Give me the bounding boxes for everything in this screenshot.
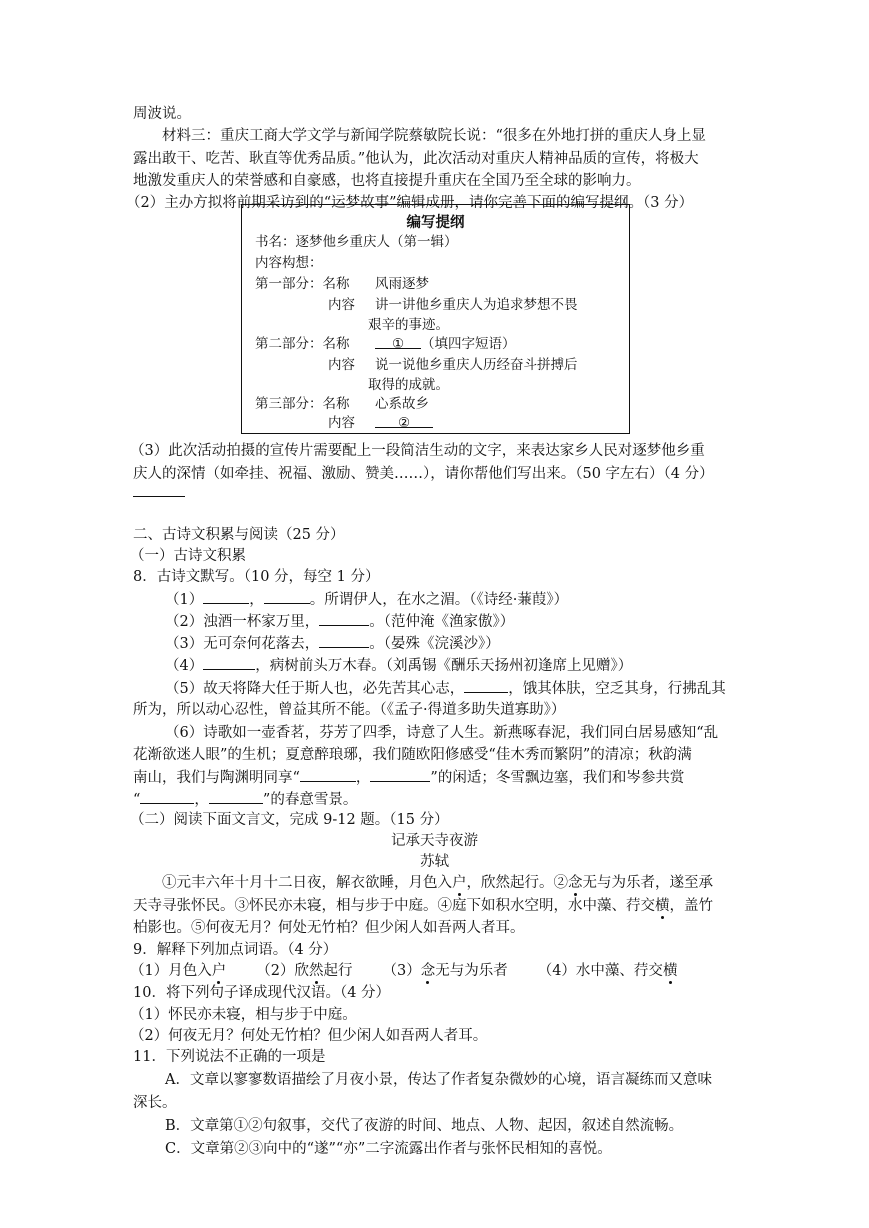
text-line: 材料三：重庆工商大学文学与新闻学院蔡敏院长说：“很多在外地打拼的重庆人身上显 (162, 128, 706, 144)
blank[interactable] (370, 767, 430, 782)
recitation-6: （6）诗歌如一壶香茗，芬芳了四季，诗意了人生。新燕啄春泥，我们同白居易感知“乱 (165, 725, 719, 741)
part2-name-row (375, 334, 516, 354)
subsection-heading: （一）古诗文积累 (130, 548, 246, 564)
recitation-5: 所为，所以动心忍性，曾益其所不能。（《孟子·得道多助失道寡助》） (133, 702, 566, 718)
part3-content-label: 内容 (328, 415, 355, 431)
question-9-items: （1）月色入户 （2）欣然起行 （3）念无与为乐者 （4）水中藻、荇交横 (130, 963, 678, 979)
option-a: 深长。 (133, 1095, 177, 1111)
section-heading: 二、古诗文积累与阅读（25 分） (133, 527, 345, 543)
blank[interactable] (464, 678, 508, 693)
recitation-1: （1） ， 。所谓伊人，在水之湄。（《诗经·蒹葭》） (165, 589, 568, 610)
question-8: 8．古诗文默写。（10 分，每空 1 分） (133, 569, 380, 585)
option-a: A．文章以寥寥数语描绘了月夜小景，传达了作者复杂微妙的心境，语言凝练而又意味 (165, 1072, 712, 1088)
question-2: （2）主办方拟将前期采访到的“运梦故事”编辑成册，请你完善下面的编写提纲。（3 分） (126, 195, 694, 211)
question-10-item: （1）怀民亦未寝，相与步于中庭。 (130, 1007, 357, 1023)
answer-line[interactable] (133, 496, 185, 497)
blank[interactable] (264, 589, 310, 604)
part2-content: 说一说他乡重庆人历经奋斗拼搏后 (375, 357, 578, 373)
part1-head: 第一部分：名称 (255, 276, 350, 292)
outline-idea: 内容构想： (255, 255, 323, 271)
part3-head: 第三部分：名称 (255, 396, 350, 412)
blank-1[interactable]: ① (375, 334, 421, 349)
recitation-6: 花渐欲迷人眼”的生机；夏意醉琅琊，我们随欧阳修感受“佳木秀而繁阴”的清凉；秋韵满 (133, 747, 692, 763)
question-9: 9．解释下列加点词语。（4 分） (133, 942, 338, 958)
part1-name: 风雨逐梦 (375, 276, 429, 292)
question-10: 10．将下列句子译成现代汉语。（4 分） (133, 985, 391, 1001)
passage-author: 苏轼 (420, 854, 449, 870)
part1-content-label: 内容 (328, 297, 355, 313)
text-line: 地激发重庆人的荣誉感和自豪感，也将直接提升重庆在全国乃至全球的影响力。 (133, 173, 641, 189)
text-line: 露出敢干、吃苦、耿直等优秀品质。”他认为，此次活动对重庆人精神品质的宣传，将极大 (133, 151, 699, 167)
outline-title: 编写提纲 (406, 215, 465, 231)
part3-name: 心系故乡 (375, 396, 429, 412)
writing-outline-box (241, 204, 630, 434)
option-c: C．文章第②③向中的“遂”“亦”二字流露出作者与张怀民相知的喜悦。 (165, 1141, 612, 1157)
part1-content: 艰辛的事迹。 (368, 317, 449, 333)
question-3: （3）此次活动拍摄的宣传片需要配上一段简洁生动的文字，来表达家乡人民对逐梦他乡重 (130, 443, 705, 459)
question-3: 庆人的深情（如牵挂、祝福、激励、赞美……），请你帮他们写出来。（50 字左右）（4 分） (133, 466, 714, 482)
subsection-heading: （二）阅读下面文言文，完成 9-12 题。（15 分） (130, 812, 449, 828)
part2-head: 第二部分：名称 (255, 336, 350, 352)
part1-content: 讲一讲他乡重庆人为追求梦想不畏 (375, 297, 578, 313)
recitation-5: （5）故天将降大任于斯人也，必先苦其心志， ，饿其体肤，空乏其身，行拂乱其 (165, 678, 726, 699)
outline-book: 书名：逐梦他乡重庆人（第一辑） (255, 234, 458, 250)
recitation-4: （4） ，病树前头万木春。（刘禹锡《酬乐天扬州初逢席上见赠》） (165, 655, 632, 676)
blank[interactable] (319, 611, 369, 626)
recitation-6: “ ， ”的春意雪景。 (133, 789, 357, 810)
blank[interactable] (203, 655, 255, 670)
question-10-item: （2）何夜无月？何处无竹柏？但少闲人如吾两人者耳。 (130, 1028, 488, 1044)
blank[interactable] (209, 789, 263, 804)
text-line: 周波说。 (133, 106, 191, 122)
question-11: 11．下列说法不正确的一项是 (133, 1049, 326, 1065)
part3-content-row (375, 413, 433, 433)
blank-2[interactable]: ② (375, 413, 433, 428)
recitation-3: （3）无可奈何花落去， 。（晏殊《浣溪沙》） (165, 633, 500, 654)
blank[interactable] (203, 589, 249, 604)
passage-line: ①元丰六年十月十二日夜，解衣欲睡，月色入户，欣然起行。②念无与为乐者，遂至承 (162, 875, 713, 891)
part2-content-label: 内容 (328, 357, 355, 373)
option-b: B．文章第①②句叙事，交代了夜游的时间、地点、人物、起因，叙述自然流畅。 (165, 1118, 684, 1134)
part2-hint: （填四字短语） (421, 336, 516, 352)
passage-line: 天寺寻张怀民。③怀民亦未寝，相与步于中庭。④庭下如积水空明，水中藻、荇交横，盖竹 (133, 898, 713, 914)
part2-content: 取得的成就。 (368, 377, 449, 393)
blank[interactable] (140, 789, 194, 804)
passage-line: 柏影也。⑤何夜无月？何处无竹柏？但少闲人如吾两人者耳。 (133, 920, 525, 936)
blank[interactable] (300, 767, 356, 782)
recitation-2: （2）浊酒一杯家万里， 。（范仲淹《渔家傲》） (165, 611, 514, 632)
passage-title: 记承天寺夜游 (391, 833, 478, 849)
blank[interactable] (319, 633, 369, 648)
recitation-6: 南山，我们与陶渊明同享“ ， ”的闲适；冬雪飘边塞，我们和岑参共赏 (133, 767, 684, 788)
